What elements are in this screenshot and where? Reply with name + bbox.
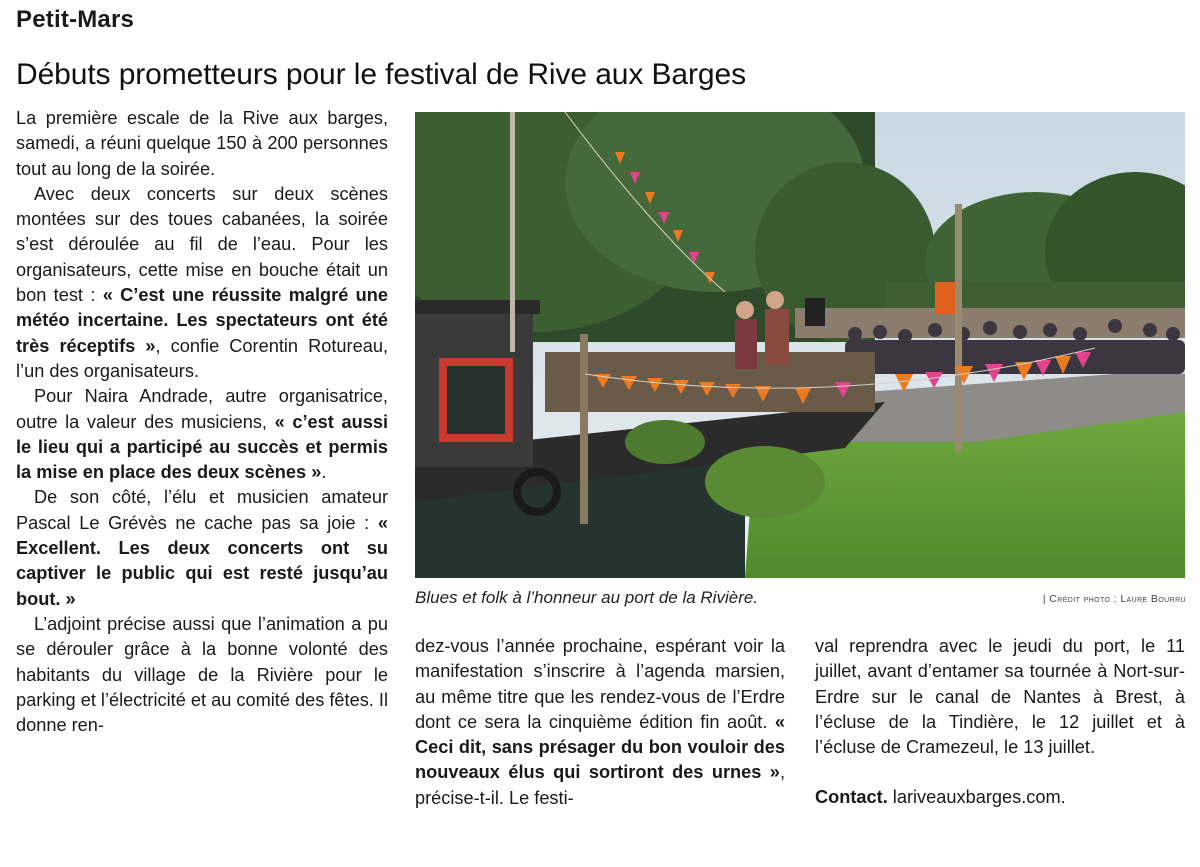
contact-website[interactable]: lariveauxbarges.com. [887, 787, 1066, 808]
paragraph-4: De son côté, l’élu et musicien amateur Pascal Le Grévès ne cache pas sa joie : « Excellent. Les deux concerts ont su captiver le public qui est resté jusqu’au bout. » [16, 487, 388, 609]
paragraph-3: Pour Naira Andrade, autre organisatrice, outre la valeur des musiciens, « c’est aussi le lieu qui a participé au succès et permis la mise en place des deux scènes ». [16, 386, 388, 483]
article-column-1 [16, 106, 388, 738]
quote-1: « C’est une réussite malgré une météo incertaine. Les spectateurs ont été très réceptifs » [16, 285, 388, 356]
photo-credit: | Crédit photo : Laure Bourru [1042, 593, 1186, 605]
article-column-3 [815, 634, 1185, 811]
paragraph-5-cont: dez-vous l’année prochaine, espérant voir la manifestation s’inscrire à l’agenda marsien, au même titre que les rendez-vous de l’Erdre dont ce sera la cinquième édition fin août. « Ceci dit, sans présager du bon vouloir des nouveaux élus qui sortiront des urnes », précise-t-il. Le festi- [415, 636, 785, 808]
article-column-2 [415, 634, 785, 811]
section-rubric: Petit-Mars [16, 6, 135, 33]
quote-4: « Ceci dit, sans présager du bon vouloir des nouveaux élus qui sortiront des urnes » [415, 711, 785, 783]
paragraph-5-end: val reprendra avec le jeudi du port, le 11 juillet, avant d’entamer sa tournée à Nort-sur-Erdre sur le canal de Nantes à Brest, à l’écluse de la Tindière, le 12 juillet et à l’écluse de Cramezeul, le 13 juillet. [815, 636, 1185, 758]
article-headline: Débuts prometteurs pour le festival de Rive aux Barges [16, 58, 746, 91]
article-photo [415, 112, 1185, 578]
festival-scene-illustration [415, 112, 1185, 578]
contact-line [815, 785, 1185, 810]
quote-2: « c’est aussi le lieu qui a participé au succès et permis la mise en place des deux scènes » [16, 411, 388, 483]
contact-label: Contact. [815, 787, 888, 808]
paragraph-1: La première escale de la Rive aux barges, samedi, a réuni quelque 150 à 200 personnes tout au long de la soirée. [16, 108, 388, 179]
paragraph-2: Avec deux concerts sur deux scènes montées sur des toues cabanées, la soirée s’est déroulée au fil de l’eau. Pour les organisateurs, cette mise en bouche était un bon test : « C’est une réussite malgré une météo incertaine. Les spectateurs ont été très réceptifs », confie Corentin Rotureau, l’un des organisateurs. [16, 183, 388, 381]
quote-3: « Excellent. Les deux concerts ont su captiver le public qui est resté jusqu’au bout. » [16, 512, 388, 609]
paragraph-5-start: L’adjoint précise aussi que l’animation a pu se dérouler grâce à la bonne volonté des habitants du village de la Rivière pour le parking et l’électricité et au comité des fêtes. Il donne ren- [16, 613, 389, 736]
photo-caption: Blues et folk à l’honneur au port de la Rivière. [415, 588, 759, 607]
